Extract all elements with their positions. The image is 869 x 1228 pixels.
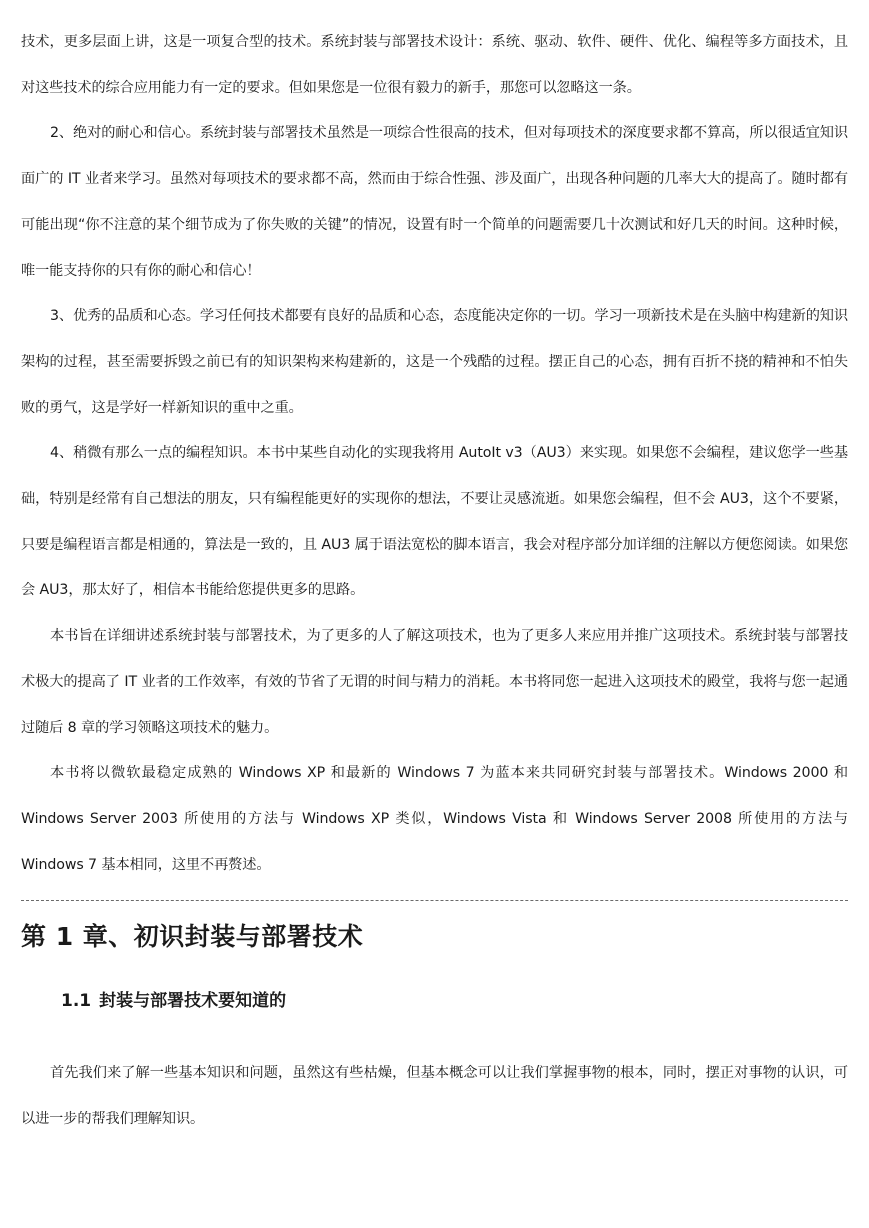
body-paragraph: 首先我们来了解一些基本知识和问题，虽然这有些枯燥，但基本概念可以让我们掌握事物的根本，同时，摆正对事物的认识，可以进一步的帮我们理解知识。: [21, 1065, 848, 1128]
section-title: 封装与部署技术要知道的: [99, 991, 287, 1012]
section-body: [21, 1051, 848, 1142]
body-paragraph: 3、优秀的品质和心态。学习任何技术都要有良好的品质和心态，态度能决定你的一切。学习一项新技术是在头脑中构建新的知识架构的过程，甚至需要拆毁之前已有的知识架构来构建新的，这是一个残酷的过程。摆正自己的心态，拥有百折不挠的精神和不怕失败的勇气，这是学好一样新知识的重中之重。: [21, 308, 848, 416]
section-heading: [61, 988, 848, 1014]
dashed-divider: [21, 900, 848, 901]
body-paragraph: 4、稍微有那么一点的编程知识。本书中某些自动化的实现我将用 AutoIt v3（AU3）来实现。如果您不会编程，建议您学一些基础，特别是经常有自己想法的朋友，只有编程能更好的实现你的想法，不要让灵感流逝。如果您会编程，但不会 AU3，这个不要紧，只要是编程语言都是相通的，算法是一致的，且 AU3 属于语法宽松的脚本语言，我会对程序部分加详细的注解以方便您阅读。如果您会 AU3，那太好了，相信本书能给您提供更多的思路。: [21, 445, 848, 599]
body-paragraph: 本书旨在详细讲述系统封装与部署技术，为了更多的人了解这项技术，也为了更多人来应用并推广这项技术。系统封装与部署技术极大的提高了 IT 业者的工作效率，有效的节省了无谓的时间与精力的消耗。本书将同您一起进入这项技术的殿堂，我将与您一起通过随后 8 章的学习领略这项技术的魅力。: [21, 628, 848, 736]
body-paragraph: 本书将以微软最稳定成熟的 Windows XP 和最新的 Windows 7 为蓝本来共同研究封装与部署技术。Windows 2000 和 Windows Server 2003 所使用的方法与 Windows XP 类似，Windows Vista 和 Windows Server 2008 所使用的方法与 Windows 7 基本相同，这里不再赘述。: [21, 765, 848, 873]
body-paragraph: 2、绝对的耐心和信心。系统封装与部署技术虽然是一项综合性很高的技术，但对每项技术的深度要求都不算高，所以很适宜知识面广的 IT 业者来学习。虽然对每项技术的要求都不高，然而由于综合性强、涉及面广，出现各种问题的几率大大的提高了。随时都有可能出现“你不注意的某个细节成为了你失败的关键”的情况，设置有时一个简单的问题需要几十次测试和好几天的时间。这种时候，唯一能支持你的只有你的耐心和信心！: [21, 125, 848, 279]
section-number: 1.1: [61, 991, 92, 1012]
document-page: [21, 20, 848, 1143]
chapter-title: 第 1 章、初识封装与部署技术: [21, 922, 364, 952]
body-paragraph: 技术，更多层面上讲，这是一项复合型的技术。系统封装与部署技术设计：系统、驱动、软件、硬件、优化、编程等多方面技术，且对这些技术的综合应用能力有一定的要求。但如果您是一位很有毅力的新手，那您可以忽略这一条。: [21, 34, 848, 96]
